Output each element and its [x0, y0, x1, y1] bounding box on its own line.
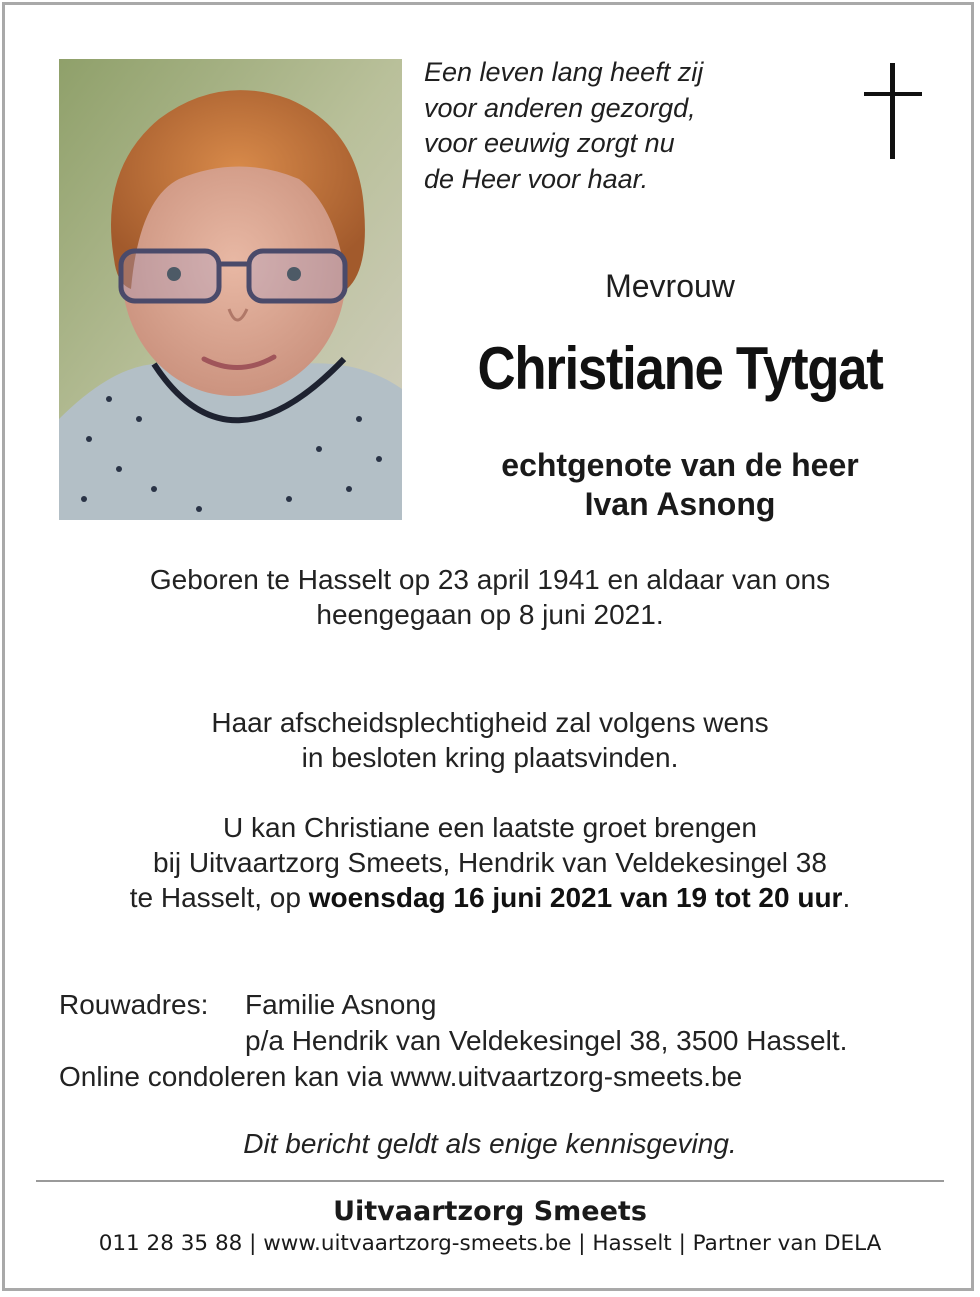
online-condolence: Online condoleren kan via www.uitvaartzorg-smeets.be: [59, 1061, 743, 1092]
portrait-photo: [59, 59, 402, 520]
born-line: Geboren te Hasselt op 23 april 1941 en aldaar van ons: [149, 564, 831, 595]
company-name: Uitvaartzorg Smeets: [333, 1196, 647, 1227]
address-street: p/a Hendrik van Veldekesingel 38, 3500 Hasselt.: [245, 1025, 848, 1056]
visit-datetime: woensdag 16 juni 2021 van 19 tot 20 uur: [308, 882, 843, 913]
quote-line: Een leven lang heeft zij: [424, 57, 704, 87]
farewell-info: [40, 705, 940, 775]
mourning-address: [59, 987, 847, 1095]
visit-suffix: .: [842, 882, 851, 913]
spouse-name: Ivan Asnong: [584, 486, 776, 522]
birth-death-info: [40, 562, 940, 632]
visit-prefix: te Hasselt, op: [129, 882, 309, 913]
honorific: Mevrouw: [605, 268, 735, 304]
visit-line: U kan Christiane een laatste groet brengen: [223, 812, 757, 843]
deceased-name: Christiane Tytgat: [477, 335, 883, 402]
visit-line: [40, 880, 940, 915]
born-line: heengegaan op 8 juni 2021.: [316, 599, 664, 630]
cross-icon: [864, 63, 922, 159]
spouse-line: echtgenote van de heer: [501, 447, 859, 483]
visit-line: bij Uitvaartzorg Smeets, Hendrik van Veldekesingel 38: [153, 847, 827, 878]
company-contact: 011 28 35 88 | www.uitvaartzorg-smeets.be | Hasselt | Partner van DELA: [98, 1231, 882, 1256]
farewell-line: in besloten kring plaatsvinden.: [301, 742, 679, 773]
visitation-info: [40, 810, 940, 915]
address-label: Rouwadres:: [59, 989, 209, 1020]
notice-text: Dit bericht geldt als enige kennisgeving.: [243, 1128, 737, 1159]
farewell-line: Haar afscheidsplechtigheid zal volgens wens: [211, 707, 769, 738]
memorial-quote: [424, 55, 703, 197]
quote-line: voor eeuwig zorgt nu: [424, 128, 675, 158]
spouse-info: [420, 446, 940, 524]
quote-line: voor anderen gezorgd,: [424, 92, 696, 123]
quote-line: de Heer voor haar.: [424, 163, 649, 194]
divider: [36, 1180, 944, 1182]
family-name: Familie Asnong: [245, 989, 437, 1020]
